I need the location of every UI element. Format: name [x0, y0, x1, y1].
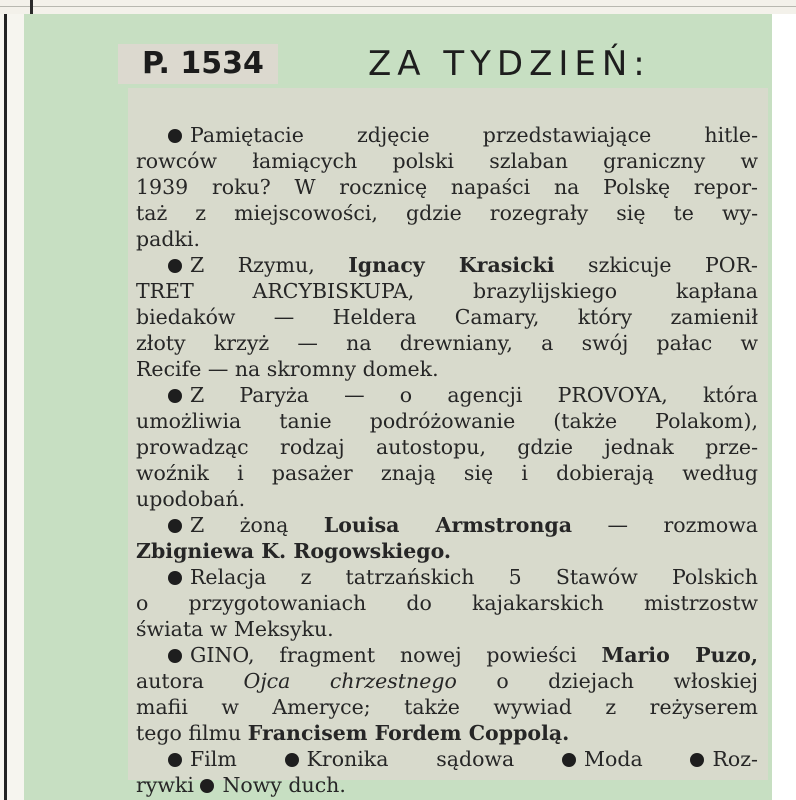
- left-margin: [0, 14, 24, 800]
- text-line: świata w Meksyku.: [136, 617, 334, 641]
- bullet-icon: [168, 571, 182, 585]
- text-line: rywki Nowy duch.: [136, 773, 346, 797]
- text-line: taż z miejscowości, gdzie rozegrały się te wy-: [136, 201, 758, 225]
- clipping-top-edge: [0, 0, 796, 14]
- text-line: złoty krzyż — na drewniany, a swój pałac w: [136, 331, 758, 355]
- text-line: biedaków — Heldera Camary, który zamienił: [136, 305, 758, 329]
- top-rule: [0, 6, 796, 7]
- announcement-box: [128, 88, 768, 797]
- left-bar: [4, 14, 7, 800]
- bullet-icon: [690, 753, 704, 767]
- bullet-icon: [168, 519, 182, 533]
- bullet-icon: [200, 779, 214, 793]
- text-line: rowców łamiących polski szlaban graniczny w: [136, 149, 758, 173]
- text-line: upodobań.: [136, 487, 246, 511]
- text-line: o przygotowaniach do kajakarskich mistrzostw: [136, 591, 758, 615]
- text-line: Z żoną Louisa Armstronga — rozmowa: [168, 512, 758, 538]
- bullet-icon: [285, 753, 299, 767]
- bullet-icon: [168, 389, 182, 403]
- text-line: Pamiętacie zdjęcie przedstawiające hitle-: [168, 122, 758, 148]
- text-line: mafii w Ameryce; także wywiad z reżyserem: [136, 695, 758, 719]
- text-line: Zbigniewa K. Rogowskiego.: [136, 539, 452, 563]
- text-line: 1939 roku? W rocznicę napaści na Polskę repor-: [136, 175, 758, 199]
- text-line: woźnik i pasażer znają się i dobierają według: [136, 461, 758, 485]
- text-line: GINO, fragment nowej powieści Mario Puzo,: [168, 642, 758, 668]
- bullet-icon: [168, 753, 182, 767]
- page-title: ZA TYDZIEŃ:: [368, 44, 651, 84]
- text-line: prowadząc rodzaj autostopu, gdzie jednak prze-: [136, 435, 758, 459]
- right-margin: [772, 14, 796, 800]
- text-line: Z Rzymu, Ignacy Krasicki szkicuje POR-: [168, 252, 758, 278]
- bullet-icon: [168, 129, 182, 143]
- text-line: Recife — na skromny domek.: [136, 357, 439, 381]
- text-line: padki.: [136, 227, 200, 251]
- bullet-icon: [168, 259, 182, 273]
- text-line: Relacja z tatrzańskich 5 Stawów Polskich: [168, 564, 758, 590]
- page-code: P. 1534: [118, 44, 278, 84]
- text-line: tego filmu Francisem Fordem Coppolą.: [136, 721, 570, 745]
- text-line: Z Paryża — o agencji PROVOYA, która: [168, 382, 758, 408]
- bullet-icon: [168, 649, 182, 663]
- text-line: autora Ojca chrzestnego o dziejach włoskiej: [136, 669, 758, 693]
- bullet-icon: [562, 753, 576, 767]
- text-line: umożliwia tanie podróżowanie (także Polakom),: [136, 409, 758, 433]
- text-line: TRET ARCYBISKUPA, brazylijskiego kapłana: [136, 279, 758, 303]
- top-bar: [30, 0, 33, 14]
- text-line: Film Kronika sądowa Moda Roz-: [168, 746, 758, 772]
